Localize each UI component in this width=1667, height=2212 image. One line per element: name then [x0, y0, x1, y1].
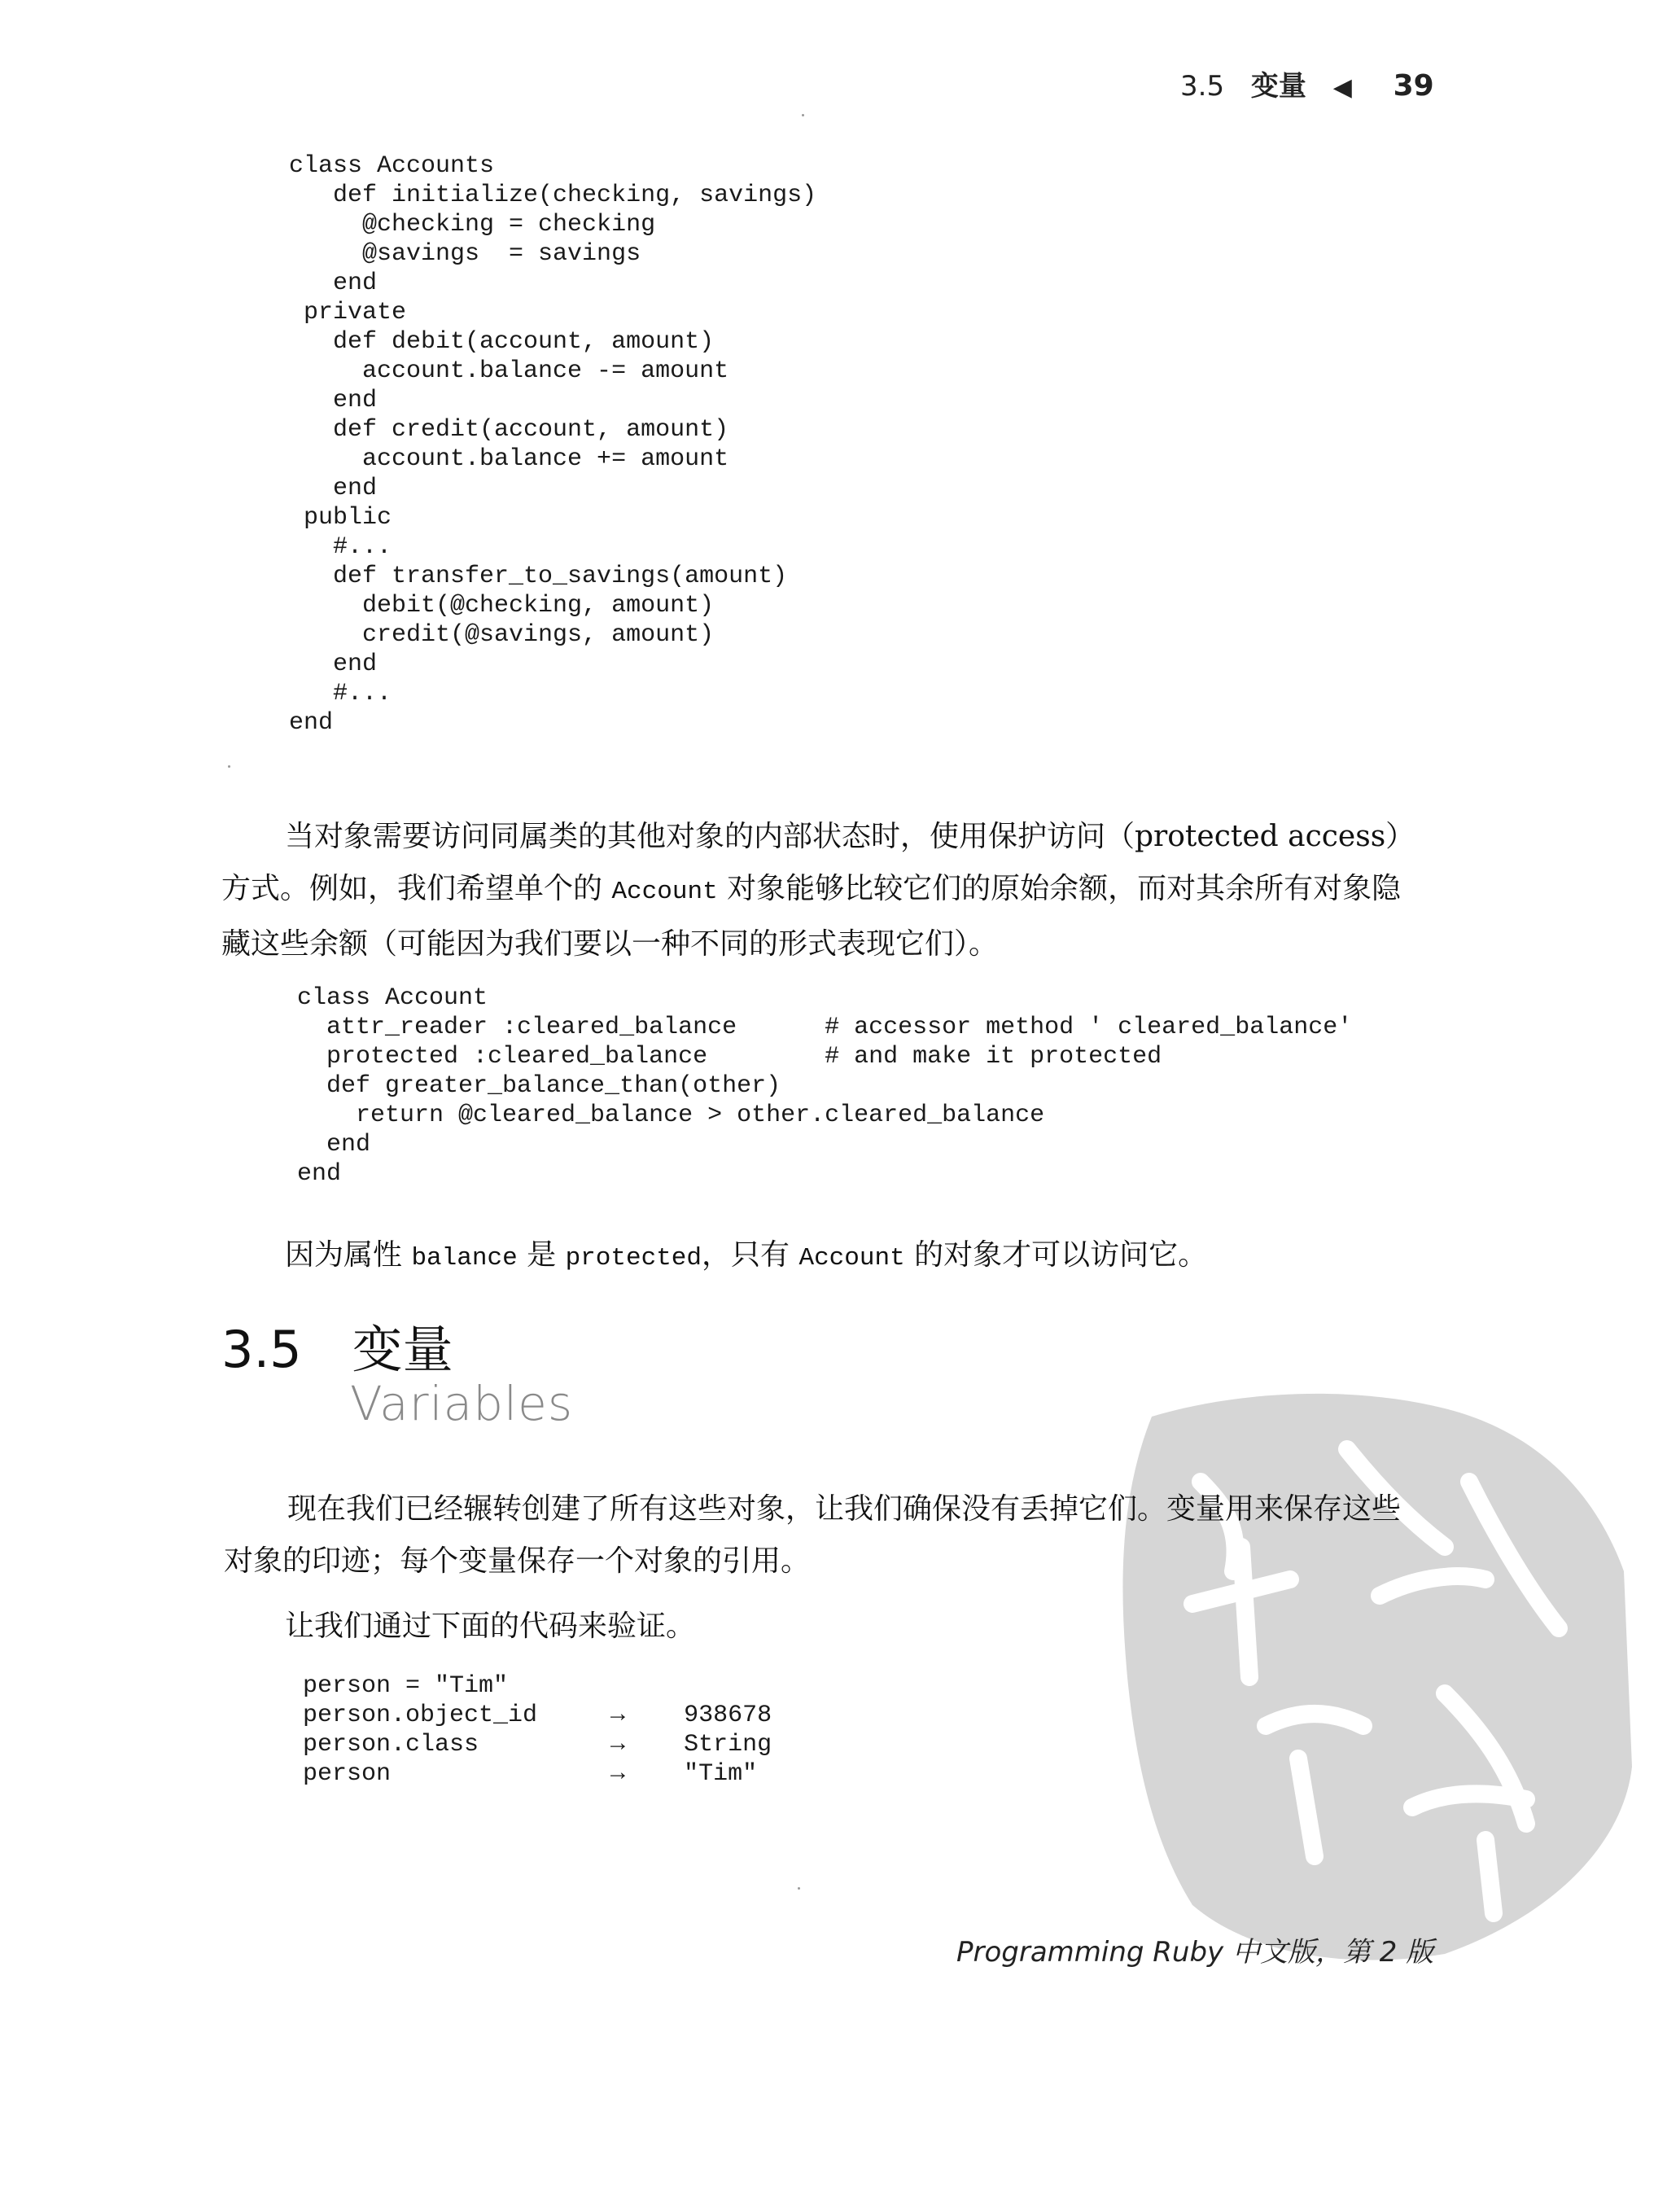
scan-speck — [798, 1887, 800, 1890]
scan-speck — [802, 114, 804, 116]
paragraph-text: 因为属性 — [285, 1238, 412, 1272]
header-section-title: 变量 — [1250, 70, 1306, 103]
section-heading — [221, 1309, 453, 1382]
code-block-person: person = "Tim" person.object_id → 938678 person.class → String person → "Tim" — [303, 1672, 772, 1788]
paragraph-text: 对象能够比较它们的原始余额，而对其余所有对象隐藏这些余额（可能因为我们要以一种不同的形式表现它们）。 — [221, 872, 1402, 961]
scan-speck — [228, 765, 230, 768]
paragraph-variables-intro: 现在我们已经辗转创建了所有这些对象，让我们确保没有丢掉它们。变量用来保存这些对象的印迹；每个变量保存一个对象的引用。 — [224, 1492, 1402, 1578]
code-block-accounts: class Accounts def initialize(checking, savings) @checking = checking @savings = savings end private def debit(account, amount) account.balance -= amount end def credit(account, amount) account.balance += amount end public #... def transfer_to_savings(amount) debit(@checking, amount) credit(@savings, amount) end #... end — [289, 152, 817, 737]
inline-code-account: Account — [798, 1244, 905, 1272]
paragraph-text: 当对象需要访问同属类的其他对象的内部状态时，使用保护访问（protected access）方式。例如，我们希望单个的 — [221, 820, 1415, 905]
code-block-account: class Account attr_reader :cleared_balance # accessor method ' cleared_balance' protected :cleared_balance # and make it protected def greater_balance_than(other) return @cleared_balance > other.cleared_balance end end — [297, 984, 1353, 1188]
inline-code-protected: protected — [565, 1244, 702, 1272]
section-number: 3.5 — [221, 1320, 302, 1379]
paragraph-verify: 让我们通过下面的代码来验证。 — [285, 1610, 696, 1643]
inline-code-account: Account — [611, 878, 718, 906]
paragraph-balance-protected — [285, 1229, 1424, 1285]
page-number: 39 — [1393, 69, 1434, 103]
watermark-seal — [1103, 1384, 1640, 1970]
inline-code-balance: balance — [411, 1244, 518, 1272]
header-section-number: 3.5 — [1180, 70, 1225, 103]
running-header — [1180, 64, 1434, 103]
header-arrow-icon: ◀ — [1332, 73, 1352, 102]
section-title: 变量 — [352, 1320, 453, 1379]
paragraph-text: 是 — [517, 1238, 566, 1272]
paragraph-text: 的对象才可以访问它。 — [904, 1238, 1208, 1272]
paragraph-protected-access — [221, 811, 1418, 970]
page-footer: Programming Ruby 中文版，第 2 版 — [956, 1936, 1434, 1969]
section-subtitle: Variables — [350, 1376, 574, 1431]
paragraph-text: ，只有 — [702, 1238, 799, 1272]
